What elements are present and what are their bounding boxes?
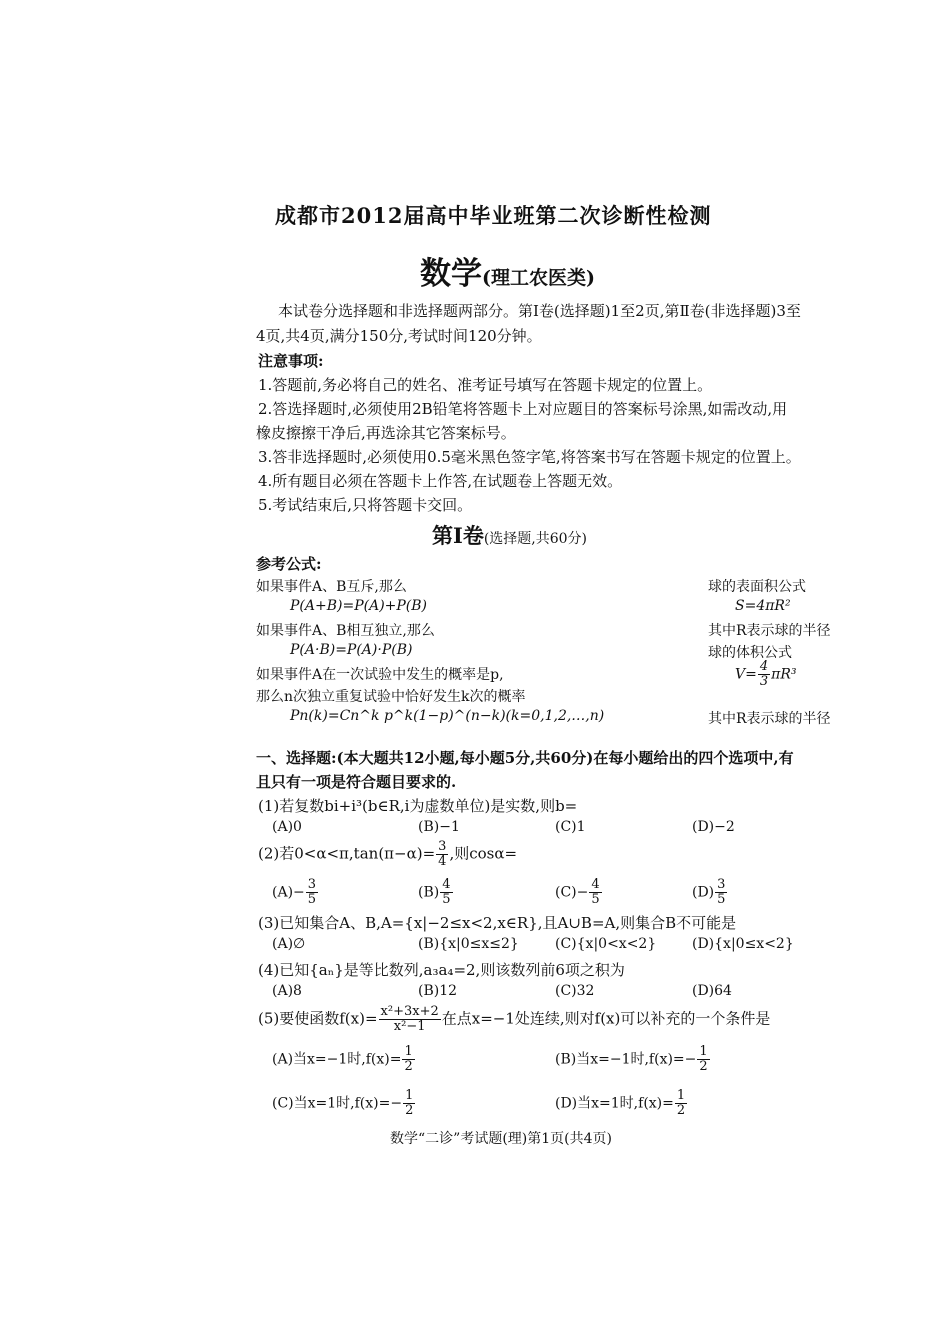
fraction-numerator: 1 xyxy=(405,1088,414,1103)
q1-option-b: (B)−1 xyxy=(418,819,460,835)
option-label: (A)− xyxy=(272,884,305,901)
fraction-denominator: 2 xyxy=(699,1059,708,1074)
q5-stem-a: (5)要使函数f(x)= xyxy=(258,1009,378,1028)
fraction xyxy=(758,660,770,689)
option-label: (B)当x=−1时,f(x)=− xyxy=(555,1051,697,1068)
fraction xyxy=(675,1089,687,1118)
fraction-denominator: 4 xyxy=(438,854,447,869)
volume-lhs: V= xyxy=(735,666,757,683)
part1-title: 第Ⅰ卷 xyxy=(432,523,484,548)
formula-l1: 如果事件A、B互斥,那么 xyxy=(256,579,407,595)
fraction-numerator: 1 xyxy=(699,1044,708,1059)
fraction xyxy=(589,878,601,907)
formula-l3: 如果事件A、B相互独立,那么 xyxy=(256,623,435,639)
formula-r4: 球的体积公式 xyxy=(708,645,792,661)
q5-option-c xyxy=(272,1089,416,1118)
q4-option-a: (A)8 xyxy=(272,983,302,999)
q1-option-d: (D)−2 xyxy=(692,819,735,835)
q4-option-d: (D)64 xyxy=(692,983,732,999)
formula-title: 参考公式: xyxy=(256,555,322,573)
q5-stem-b: 在点x=−1处连续,则对f(x)可以补充的一个条件是 xyxy=(441,1009,771,1028)
q1-option-a: (A)0 xyxy=(272,819,302,835)
fraction xyxy=(402,1045,414,1074)
q2-option-b xyxy=(418,878,454,907)
fraction-denominator: 5 xyxy=(591,892,600,907)
option-label: (C)当x=1时,f(x)=− xyxy=(272,1095,403,1112)
notice-title: 注意事项: xyxy=(258,352,324,370)
volume-rhs: πR³ xyxy=(771,666,797,683)
q2-option-a xyxy=(272,878,319,907)
q2-stem-a: (2)若0<α<π,tan(π−α)= xyxy=(258,844,436,863)
fraction-numerator: 3 xyxy=(717,877,726,892)
subject-category: (理工农医类) xyxy=(482,267,595,289)
q4-option-b: (B)12 xyxy=(418,983,458,999)
q2-stem xyxy=(258,840,517,869)
notice-4: 4.所有题目必须在答题卡上作答,在试题卷上答题无效。 xyxy=(258,472,623,490)
subject-name: 数学 xyxy=(420,256,482,292)
q4-option-c: (C)32 xyxy=(555,983,595,999)
formula-r5 xyxy=(735,660,796,689)
formula-l5: 如果事件A在一次试验中发生的概率是p, xyxy=(256,667,504,683)
fraction-numerator: 3 xyxy=(307,877,317,892)
q2-stem-b: ,则cosα= xyxy=(449,844,518,863)
notice-2b: 橡皮擦擦干净后,再选涂其它答案标号。 xyxy=(256,424,516,442)
formula-r1: 球的表面积公式 xyxy=(708,579,806,595)
q3-stem: (3)已知集合A、B,A={x|−2≤x<2,x∈R},且A∪B=A,则集合B不可能是 xyxy=(258,914,737,932)
option-label: (A)当x=−1时,f(x)= xyxy=(272,1051,402,1068)
option-label: (B) xyxy=(418,884,440,901)
formula-r6: 其中R表示球的半径 xyxy=(708,711,831,727)
q2-option-d xyxy=(692,878,728,907)
fraction xyxy=(697,1045,709,1074)
formula-l7: Pn(k)=Cn^k p^k(1−p)^(n−k)(k=0,1,2,…,n) xyxy=(290,708,605,724)
exam-title: 成都市2012届高中毕业班第二次诊断性检测 xyxy=(275,203,712,228)
q2-option-c xyxy=(555,878,603,907)
fraction-denominator: 2 xyxy=(676,1103,686,1118)
option-label: (D)当x=1时,f(x)= xyxy=(555,1095,674,1112)
option-label: (C)− xyxy=(555,884,589,901)
fraction xyxy=(440,878,452,907)
fraction-numerator: x²+3x+2 xyxy=(380,1004,439,1019)
formula-r2: S=4πR² xyxy=(735,598,791,614)
page-footer: 数学“二诊”考试题(理)第1页(共4页) xyxy=(390,1131,612,1147)
q1-option-c: (C)1 xyxy=(555,819,586,835)
option-label: (D) xyxy=(692,884,715,901)
q4-stem: (4)已知{aₙ}是等比数列,a₃a₄=2,则该数列前6项之积为 xyxy=(258,961,625,979)
q5-option-b xyxy=(555,1045,711,1074)
fraction xyxy=(403,1089,415,1118)
fraction xyxy=(715,878,727,907)
q5-stem xyxy=(258,1005,770,1034)
fraction-denominator: x²−1 xyxy=(393,1019,426,1034)
fraction-denominator: 3 xyxy=(759,674,769,689)
fraction-denominator: 5 xyxy=(717,892,726,907)
fraction-denominator: 5 xyxy=(442,892,451,907)
intro-line-1: 本试卷分选择题和非选择题两部分。第Ⅰ卷(选择题)1至2页,第Ⅱ卷(非选择题)3至 xyxy=(278,302,801,320)
fraction-numerator: 1 xyxy=(404,1044,413,1059)
q5-option-a xyxy=(272,1045,416,1074)
q1-stem: (1)若复数bi+i³(b∈R,i为虚数单位)是实数,则b= xyxy=(258,797,578,815)
fraction xyxy=(436,840,448,869)
part1-heading xyxy=(432,520,587,550)
notice-1: 1.答题前,务必将自己的姓名、准考证号填写在答题卡规定的位置上。 xyxy=(258,376,713,394)
intro-line-2: 4页,共4页,满分150分,考试时间120分钟。 xyxy=(256,327,542,345)
q5-option-d xyxy=(555,1089,688,1118)
formula-l2: P(A+B)=P(A)+P(B) xyxy=(290,598,428,614)
q3-option-c: (C){x|0<x<2} xyxy=(555,936,657,952)
fraction-numerator: 3 xyxy=(438,839,447,854)
subject-heading xyxy=(420,248,595,293)
notice-3: 3.答非选择题时,必须使用0.5毫米黑色签字笔,将答案书写在答题卡规定的位置上。 xyxy=(258,448,801,466)
fraction-numerator: 4 xyxy=(759,659,769,674)
formula-l6: 那么n次独立重复试验中恰好发生k次的概率 xyxy=(256,689,526,705)
formula-r3: 其中R表示球的半径 xyxy=(708,623,831,639)
formula-l4: P(A·B)=P(A)·P(B) xyxy=(290,642,413,658)
fraction-denominator: 2 xyxy=(405,1103,414,1118)
q3-option-a: (A)∅ xyxy=(272,936,306,952)
notice-5: 5.考试结束后,只将答题卡交回。 xyxy=(258,496,473,514)
q3-option-d: (D){x|0≤x<2} xyxy=(692,936,794,952)
section1-line-2: 且只有一项是符合题目要求的. xyxy=(256,773,457,791)
notice-2a: 2.答选择题时,必须使用2B铅笔将答题卡上对应题目的答案标号涂黑,如需改动,用 xyxy=(258,400,788,418)
part1-subtitle: (选择题,共60分) xyxy=(483,531,588,547)
fraction xyxy=(379,1005,441,1034)
fraction-numerator: 4 xyxy=(442,877,451,892)
fraction-numerator: 1 xyxy=(676,1088,686,1103)
q3-option-b: (B){x|0≤x≤2} xyxy=(418,936,519,952)
fraction xyxy=(306,878,318,907)
fraction-numerator: 4 xyxy=(591,877,600,892)
fraction-denominator: 5 xyxy=(307,892,317,907)
section1-line-1: 一、选择题:(本大题共12小题,每小题5分,共60分)在每小题给出的四个选项中,有 xyxy=(256,749,794,767)
fraction-denominator: 2 xyxy=(404,1059,413,1074)
